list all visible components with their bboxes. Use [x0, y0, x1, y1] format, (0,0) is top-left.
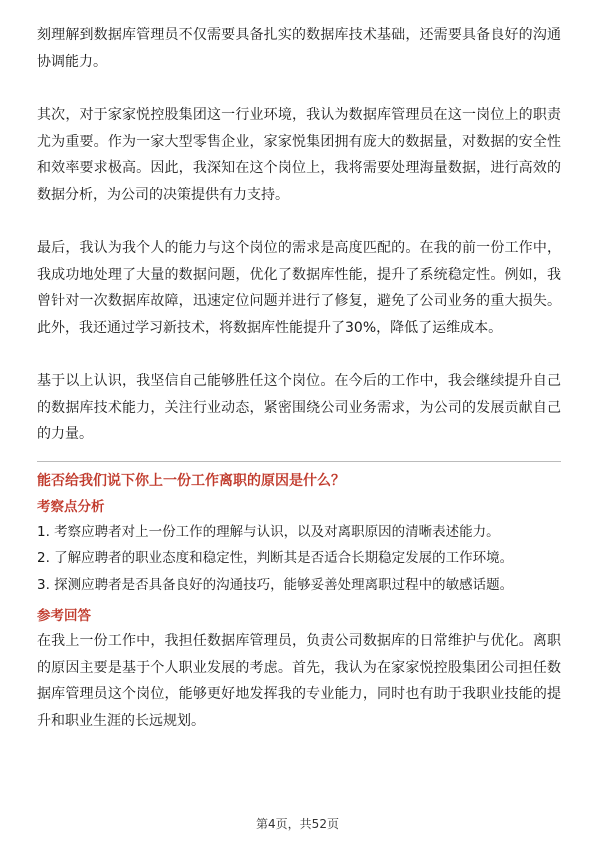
page-footer: 第4页，共52页 [256, 817, 339, 831]
page-content [37, 22, 561, 734]
answer-heading: 参考回答 [37, 608, 91, 624]
analysis-item: 1. 考察应聘者对上一份工作的理解与认识，以及对离职原因的清晰表述能力。 [37, 523, 500, 540]
answer-paragraph: 在我上一份工作中，我担任数据库管理员，负责公司数据库的日常维护与优化。离职的原因主要是基于个人职业发展的考虑。首先，我认为在家家悦控股集团公司担任数据库管理员这个岗位，能够更好地发挥我的专业能力，同时也有助于我职业技能的提升和职业生涯的长远规划。 [37, 633, 561, 729]
question-heading: 能否给我们说下你上一份工作离职的原因是什么？ [37, 472, 345, 489]
paragraph: 刻理解到数据库管理员不仅需要具备扎实的数据库技术基础，还需要具备良好的沟通协调能力。 [37, 27, 561, 70]
section-divider [37, 461, 561, 462]
analysis-item: 3. 探测应聘者是否具备良好的沟通技巧，能够妥善处理离职过程中的敏感话题。 [37, 576, 514, 593]
paragraph: 基于以上认识，我坚信自己能够胜任这个岗位。在今后的工作中，我会继续提升自己的数据库技术能力，关注行业动态，紧密围绕公司业务需求，为公司的发展贡献自己的力量。 [37, 373, 561, 442]
analysis-heading: 考察点分析 [37, 498, 105, 515]
paragraph: 其次，对于家家悦控股集团这一行业环境，我认为数据库管理员在这一岗位上的职责尤为重要。作为一家大型零售企业，家家悦集团拥有庞大的数据量，对数据的安全性和效率要求极高。因此，我深知在这个岗位上，我将需要处理海量数据，进行高效的数据分析，为公司的决策提供有力支持。 [37, 107, 561, 203]
paragraph: 最后，我认为我个人的能力与这个岗位的需求是高度匹配的。在我的前一份工作中，我成功地处理了大量的数据问题，优化了数据库性能，提升了系统稳定性。例如，我曾针对一次数据库故障，迅速定位问题并进行了修复，避免了公司业务的重大损失。此外，我还通过学习新技术，将数据库性能提升了30%，降低了运维成本。 [37, 240, 561, 336]
analysis-item: 2. 了解应聘者的职业态度和稳定性，判断其是否适合长期稳定发展的工作环境。 [37, 550, 514, 566]
